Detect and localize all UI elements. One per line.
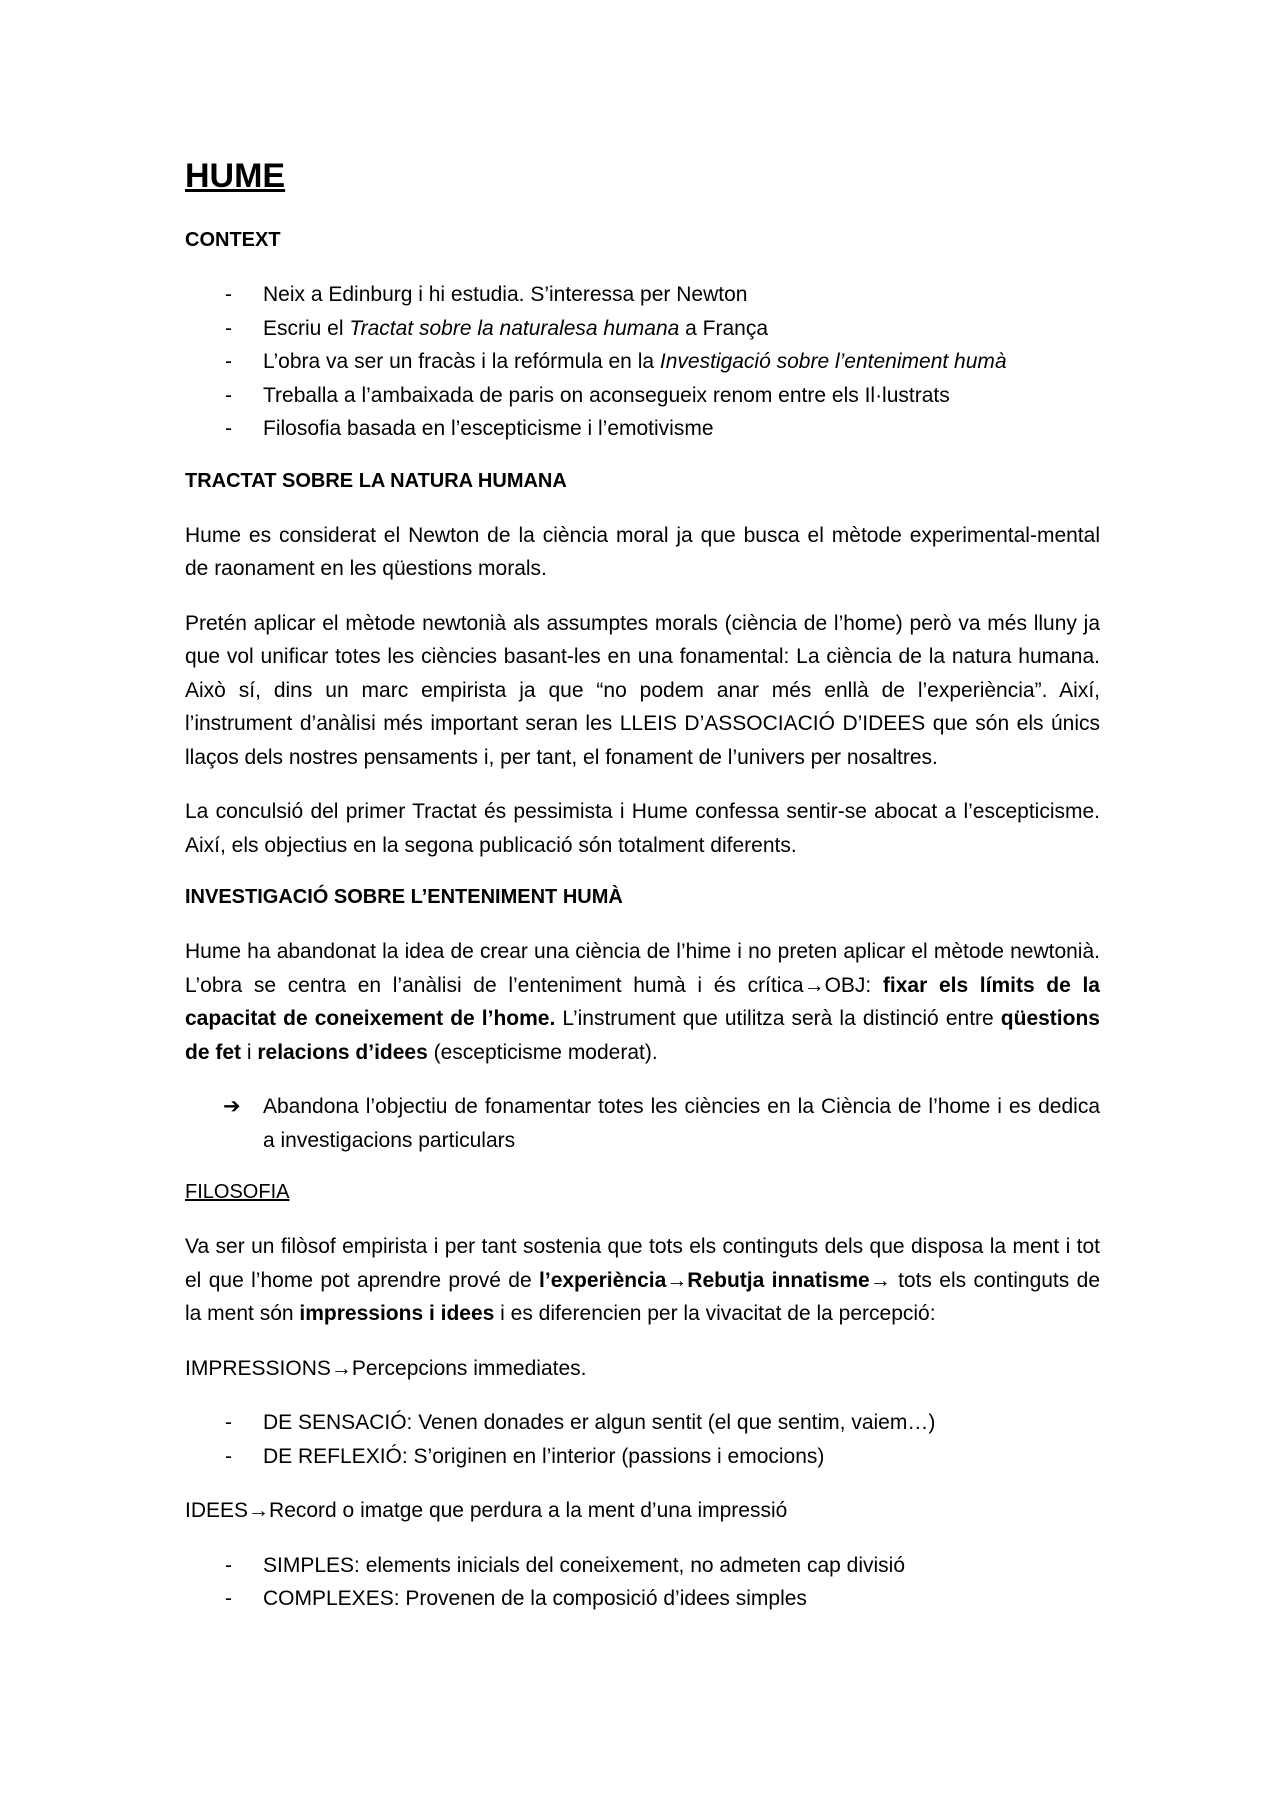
list-item: - Filosofia basada en l’escepticisme i l’emotivisme — [185, 412, 1100, 446]
arrow-glyph: → — [869, 1268, 891, 1292]
section-heading-filosofia: FILOSOFIA — [185, 1181, 290, 1203]
section-heading-tractat: TRACTAT SOBRE LA NATURA HUMANA — [185, 469, 567, 492]
paragraph: Hume ha abandonat la idea de crear una ciència de l’hime i no preten aplicar el mètode newtonià. L’obra se centra en l’anàlisi de l’enteniment humà i és crítica→OBJ: fixar els límits de la capacitat de coneixement de l’home. L’instrument que utilitza serà la distinció entre qüestions de fet i relacions d’idees (escepticisme moderat). — [185, 940, 1100, 1064]
dash-marker: - — [225, 1553, 232, 1577]
paragraph: Va ser un filòsof empirista i per tant sostenia que tots els continguts dels que disposa la ment i tot el que l’home pot aprendre prové de l’experiència→Rebutja innatisme→ tots els continguts de la ment són impressions i idees i es diferencien per la vivacitat de la percepció: — [185, 1235, 1100, 1325]
section-heading-investigacio: INVESTIGACIÓ SOBRE L’ENTENIMENT HUMÀ — [185, 886, 623, 908]
impressions-list — [185, 1406, 1100, 1473]
list-item: - SIMPLES: elements inicials del coneixement, no admeten cap divisió — [185, 1549, 1100, 1583]
paragraph: Pretén aplicar el mètode newtonià als assumptes morals (ciència de l’home) però va més lluny ja que vol unificar totes les ciències basant-les en una fonamental: La ciència de la natura humana. Això sí, dins un marc empirista ja que “no podem anar més enllà de l’experiència”. Així, l’instrument d’anàlisi més important seran les LLEIS D’ASSOCIACIÓ D’IDEES que són els únics llaços dels nostres pensaments i, per tant, el fonament de l’univers per nosaltres. — [185, 611, 1100, 769]
dash-marker: - — [225, 316, 232, 340]
arrow-glyph: → — [803, 973, 825, 997]
list-item: - COMPLEXES: Provenen de la composició d’idees simples — [185, 1582, 1100, 1616]
list-item: - Neix a Edinburg i hi estudia. S’interessa per Newton — [185, 278, 1100, 312]
list-item: - DE SENSACIÓ: Venen donades er algun sentit (el que sentim, vaiem…) — [185, 1406, 1100, 1440]
list-item: - Treballa a l’ambaixada de paris on aconsegueix renom entre els Il·lustrats — [185, 379, 1100, 413]
document-title: HUME — [185, 157, 286, 195]
arrow-glyph: → — [248, 1499, 270, 1522]
dash-marker: - — [225, 417, 232, 440]
dash-marker: - — [225, 1587, 232, 1610]
book-title: Tractat sobre la naturalesa humana — [349, 316, 680, 340]
section-heading-context: CONTEXT — [185, 229, 281, 251]
paragraph: Hume es considerat el Newton de la ciència moral ja que busca el mètode experimental-mental de raonament en les qüestions morals. — [185, 523, 1100, 580]
list-item: - Escriu el Tractat sobre la naturalesa humana a França — [185, 312, 1100, 346]
arrow-bullet-icon: ➔ — [223, 1095, 241, 1118]
paragraph: La conculsió del primer Tractat és pessimista i Hume confessa sentir-se abocat a l’escepticisme. Així, els objectius en la segona publicació són totalment diferents. — [185, 800, 1100, 857]
dash-marker: - — [225, 1411, 232, 1434]
idees-list — [185, 1549, 1100, 1616]
dash-marker: - — [225, 383, 232, 407]
arrow-glyph: → — [330, 1356, 352, 1380]
dash-marker: - — [225, 350, 232, 373]
context-list — [185, 278, 1100, 446]
book-title: Investigació sobre l’enteniment humà — [659, 350, 1007, 373]
impressions-definition: IMPRESSIONS→Percepcions immediates. — [185, 1356, 587, 1380]
dash-marker: - — [225, 1444, 232, 1468]
list-item: - L’obra va ser un fracàs i la refórmula en la Investigació sobre l’enteniment humà — [185, 345, 1100, 379]
idees-definition: IDEES→Record o imatge que perdura a la ment d’una impressió — [185, 1499, 788, 1522]
arrow-bullet-item: ➔ Abandona l’objectiu de fonamentar totes les ciències en la Ciència de l’home i es dedica a investigacions particulars — [185, 1090, 1100, 1157]
dash-marker: - — [225, 283, 232, 306]
arrow-glyph: → — [666, 1268, 688, 1292]
list-item: - DE REFLEXIÓ: S’originen en l’interior (passions i emocions) — [185, 1440, 1100, 1474]
